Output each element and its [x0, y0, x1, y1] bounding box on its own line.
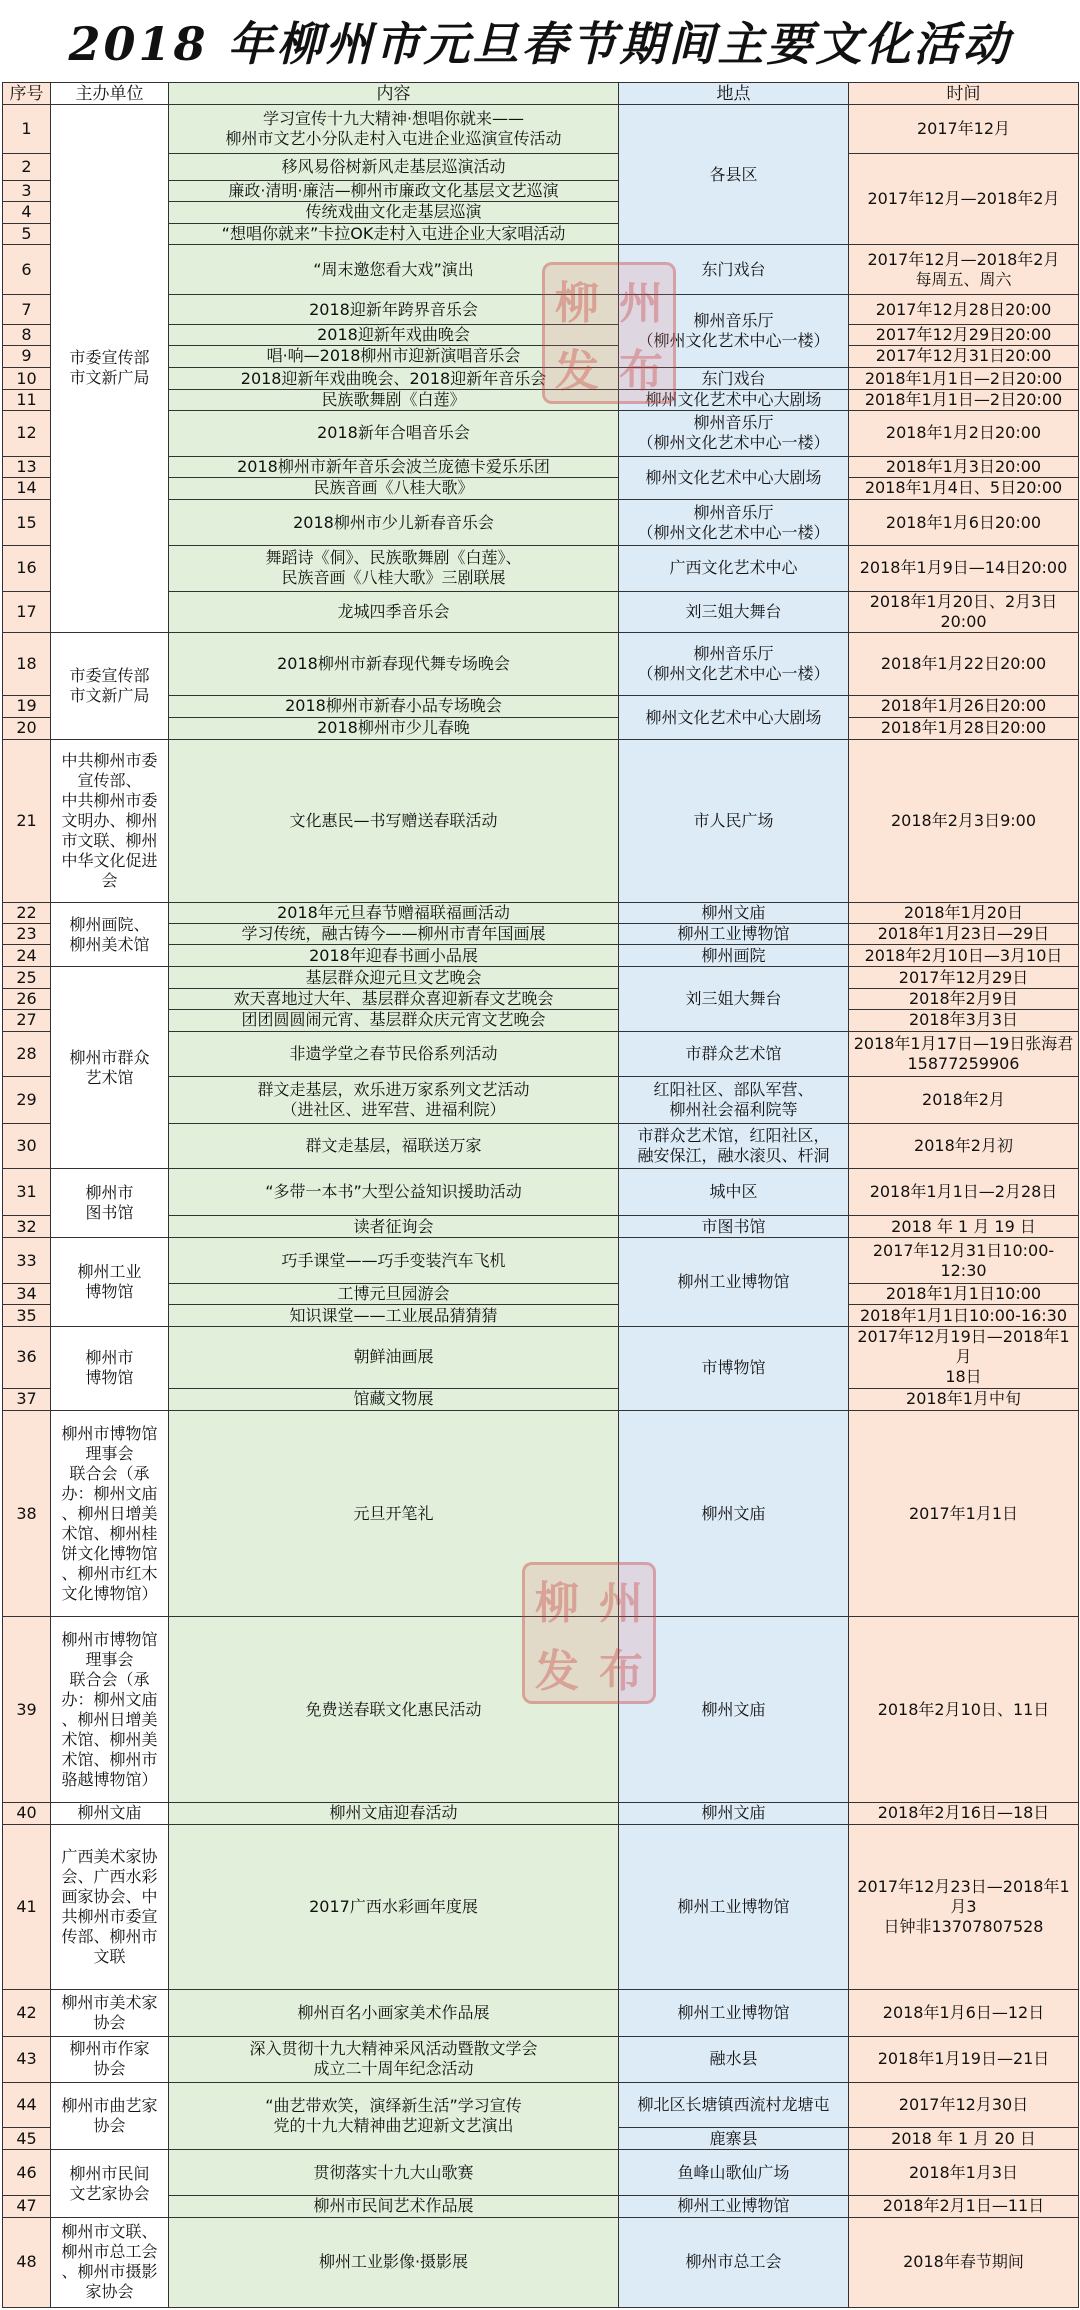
- row-index: 12: [3, 411, 51, 456]
- time-cell: 2018年1月28日20:00: [849, 717, 1079, 739]
- table-row: [3, 1327, 1079, 1388]
- watermark-char: 布: [619, 346, 663, 397]
- watermark-char: 柳: [535, 1578, 579, 1629]
- content-cell: 读者征询会: [169, 1216, 619, 1238]
- venue-cell: 东门戏台: [619, 245, 849, 295]
- content-cell: 非遗学堂之春节民俗系列活动: [169, 1031, 619, 1076]
- table-row: [3, 632, 1079, 695]
- row-index: 26: [3, 988, 51, 1009]
- row-index: 35: [3, 1304, 51, 1326]
- row-index: 9: [3, 345, 51, 367]
- table-row: [3, 2036, 1079, 2082]
- table-row: [3, 902, 1079, 923]
- row-index: 30: [3, 1123, 51, 1168]
- watermark-char: 发: [555, 346, 599, 397]
- content-cell: 2018年迎春书画小品展: [169, 945, 619, 967]
- venue-cell: 东门戏台: [619, 367, 849, 389]
- time-cell: 2018年1月20日、2月3日20:00: [849, 591, 1079, 632]
- content-cell: 2018年元旦春节赠福联福画活动: [169, 902, 619, 923]
- content-cell: 元旦开笔礼: [169, 1410, 619, 1617]
- venue-cell: 柳州音乐厅 （柳州文化艺术中心一楼）: [619, 411, 849, 456]
- row-index: 3: [3, 180, 51, 201]
- row-index: 21: [3, 739, 51, 902]
- organizer-cell: 柳州市群众 艺术馆: [51, 967, 169, 1169]
- header-content: 内容: [169, 83, 619, 105]
- content-cell: “曲艺带欢笑，演绎新生活”学习宣传 党的十九大精神曲艺迎新文艺演出: [169, 2082, 619, 2150]
- time-cell: 2017年12月—2018年2月 每周五、周六: [849, 245, 1079, 295]
- venue-cell: 柳州工业博物馆: [619, 924, 849, 945]
- row-index: 31: [3, 1168, 51, 1215]
- content-cell: 2018柳州市少儿新春音乐会: [169, 499, 619, 545]
- organizer-cell: 柳州市博物馆 理事会 联合会（承 办：柳州文庙 、柳州日增美 术馆、柳州美 术馆、柳州市 骆越博物馆）: [51, 1617, 169, 1802]
- row-index: 16: [3, 546, 51, 591]
- content-cell: 2018迎新年戏曲晚会: [169, 324, 619, 345]
- content-cell: 知识课堂——工业展品猜猜猜: [169, 1304, 619, 1326]
- table-body: [3, 105, 1079, 2308]
- row-index: 45: [3, 2128, 51, 2150]
- time-cell: 2018年1月1日10:00-16:30: [849, 1304, 1079, 1326]
- venue-cell: 柳州文化艺术中心大剧场: [619, 456, 849, 499]
- content-cell: 工博元旦园游会: [169, 1283, 619, 1304]
- time-cell: 2017年12月23日—2018年1月3 日钟非13707807528: [849, 1824, 1079, 1989]
- venue-cell: 柳州文化艺术中心大剧场: [619, 390, 849, 411]
- venue-cell: 柳州文庙: [619, 1410, 849, 1617]
- time-cell: 2018年1月3日: [849, 2150, 1079, 2195]
- venue-cell: 市群众艺术馆，红阳社区， 融安保江，融水滚贝、杆洞: [619, 1123, 849, 1168]
- venue-cell: 柳州文化艺术中心大剧场: [619, 696, 849, 739]
- venue-cell: 柳州文庙: [619, 902, 849, 923]
- time-cell: 2018年2月10日—3月10日: [849, 945, 1079, 967]
- content-cell: 2018柳州市新春小品专场晚会: [169, 696, 619, 717]
- content-cell: 朝鲜油画展: [169, 1327, 619, 1388]
- organizer-cell: 柳州文庙: [51, 1802, 169, 1824]
- table-row: [3, 2150, 1079, 2195]
- organizer-cell: 柳州市 博物馆: [51, 1327, 169, 1411]
- time-cell: 2018年1月6日—12日: [849, 1990, 1079, 2036]
- time-cell: 2018年1月2日20:00: [849, 411, 1079, 456]
- row-index: 22: [3, 902, 51, 923]
- row-index: 13: [3, 456, 51, 477]
- content-cell: 免费送春联文化惠民活动: [169, 1617, 619, 1802]
- time-cell: 2018年2月初: [849, 1123, 1079, 1168]
- organizer-cell: 柳州画院、 柳州美术馆: [51, 902, 169, 966]
- row-index: 40: [3, 1802, 51, 1824]
- content-cell: 柳州工业影像·摄影展: [169, 2217, 619, 2307]
- content-cell: 柳州市民间艺术作品展: [169, 2195, 619, 2217]
- watermark-char: 柳: [555, 278, 599, 329]
- row-index: 33: [3, 1238, 51, 1283]
- table-row: [3, 105, 1079, 154]
- row-index: 24: [3, 945, 51, 967]
- row-index: 1: [3, 105, 51, 154]
- table-row: [3, 1168, 1079, 1215]
- row-index: 48: [3, 2217, 51, 2307]
- row-index: 20: [3, 717, 51, 739]
- venue-cell: 鹿寨县: [619, 2128, 849, 2150]
- time-cell: 2017年12月: [849, 105, 1079, 154]
- content-cell: 唱·响—2018柳州市迎新演唱音乐会: [169, 345, 619, 367]
- venue-cell: 市博物馆: [619, 1327, 849, 1411]
- content-cell: 2018柳州市新春现代舞专场晚会: [169, 632, 619, 695]
- time-cell: 2018年1月9日—14日20:00: [849, 546, 1079, 591]
- content-cell: 文化惠民—书写赠送春联活动: [169, 739, 619, 902]
- row-index: 44: [3, 2082, 51, 2127]
- row-index: 8: [3, 324, 51, 345]
- time-cell: 2018年2月9日: [849, 988, 1079, 1009]
- organizer-cell: 柳州市美术家 协会: [51, 1990, 169, 2036]
- venue-cell: 柳州文庙: [619, 1802, 849, 1824]
- watermark-char: 州: [599, 1578, 643, 1629]
- time-cell: 2018年1月3日20:00: [849, 456, 1079, 477]
- content-cell: 群文走基层，欢乐进万家系列文艺活动 （进社区、进军营、进福利院）: [169, 1077, 619, 1123]
- venue-cell: 柳州工业博物馆: [619, 1238, 849, 1327]
- page-title: 2018 年柳州市元旦春节期间主要文化活动: [68, 17, 1012, 71]
- time-cell: 2017年12月30日: [849, 2082, 1079, 2127]
- content-cell: 贯彻落实十九大山歌赛: [169, 2150, 619, 2195]
- venue-cell: 柳北区长塘镇西流村龙塘屯: [619, 2082, 849, 2127]
- header-index: 序号: [3, 83, 51, 105]
- content-cell: 群文走基层，福联送万家: [169, 1123, 619, 1168]
- row-index: 27: [3, 1009, 51, 1031]
- table-row: [3, 2217, 1079, 2307]
- time-cell: 2018年2月: [849, 1077, 1079, 1123]
- table-row: [3, 739, 1079, 902]
- header-organizer: 主办单位: [51, 83, 169, 105]
- content-cell: 2018柳州市新年音乐会波兰庞德卡爱乐乐团: [169, 456, 619, 477]
- content-cell: 欢天喜地过大年、基层群众喜迎新春文艺晚会: [169, 988, 619, 1009]
- row-index: 36: [3, 1327, 51, 1388]
- content-cell: 龙城四季音乐会: [169, 591, 619, 632]
- content-cell: 巧手课堂——巧手变装汽车飞机: [169, 1238, 619, 1283]
- venue-cell: 柳州工业博物馆: [619, 1990, 849, 2036]
- content-cell: 廉政·清明·廉洁—柳州市廉政文化基层文艺巡演: [169, 180, 619, 201]
- table-row: [3, 1802, 1079, 1824]
- venue-cell: 柳州文庙: [619, 1617, 849, 1802]
- time-cell: 2017年12月28日20:00: [849, 295, 1079, 324]
- time-cell: 2018年1月26日20:00: [849, 696, 1079, 717]
- watermark-char: 州: [619, 278, 663, 329]
- organizer-cell: 柳州市文联、 柳州市总工会 、柳州市摄影 家协会: [51, 2217, 169, 2307]
- time-cell: 2018年2月3日9:00: [849, 739, 1079, 902]
- venue-cell: 柳州市总工会: [619, 2217, 849, 2307]
- venue-cell: 柳州音乐厅 （柳州文化艺术中心一楼）: [619, 632, 849, 695]
- row-index: 42: [3, 1990, 51, 2036]
- table-row: [3, 1824, 1079, 1989]
- time-cell: 2018年2月10日、11日: [849, 1617, 1079, 1802]
- time-cell: 2017年12月31日20:00: [849, 345, 1079, 367]
- header-time: 时间: [849, 83, 1079, 105]
- row-index: 15: [3, 499, 51, 545]
- organizer-cell: 柳州市曲艺家 协会: [51, 2082, 169, 2150]
- content-cell: 2018迎新年戏曲晚会、2018迎新年音乐会: [169, 367, 619, 389]
- row-index: 47: [3, 2195, 51, 2217]
- time-cell: 2017年12月31日10:00-12:30: [849, 1238, 1079, 1283]
- time-cell: 2018年1月23日—29日: [849, 924, 1079, 945]
- time-cell: 2018 年 1 月 20 日: [849, 2128, 1079, 2150]
- time-cell: 2018年1月中旬: [849, 1388, 1079, 1410]
- organizer-cell: 市委宣传部 市文新广局: [51, 632, 169, 739]
- venue-cell: 市群众艺术馆: [619, 1031, 849, 1076]
- activity-table: [2, 82, 1079, 2308]
- table-row: [3, 1617, 1079, 1802]
- time-cell: 2017年12月29日20:00: [849, 324, 1079, 345]
- organizer-cell: 市委宣传部 市文新广局: [51, 105, 169, 633]
- header-row: [3, 83, 1079, 105]
- table-row: [3, 1238, 1079, 1283]
- time-cell: 2018年1月1日—2日20:00: [849, 390, 1079, 411]
- content-cell: 民族音画《八桂大歌》: [169, 477, 619, 499]
- row-index: 18: [3, 632, 51, 695]
- venue-cell: 城中区: [619, 1168, 849, 1215]
- row-index: 23: [3, 924, 51, 945]
- time-cell: 2018年3月3日: [849, 1009, 1079, 1031]
- organizer-cell: 柳州工业 博物馆: [51, 1238, 169, 1327]
- content-cell: 深入贯彻十九大精神采风活动暨散文学会 成立二十周年纪念活动: [169, 2036, 619, 2082]
- content-cell: 学习宣传十九大精神·想唱你就来—— 柳州市文艺小分队走村入屯进企业巡演宣传活动: [169, 105, 619, 154]
- row-index: 28: [3, 1031, 51, 1076]
- venue-cell: 广西文化艺术中心: [619, 546, 849, 591]
- organizer-cell: 柳州市博物馆 理事会 联合会（承 办：柳州文庙 、柳州日增美 术馆、柳州桂 饼文化博物馆 、柳州市红木 文化博物馆）: [51, 1410, 169, 1617]
- watermark-char: 发: [535, 1646, 579, 1697]
- content-cell: 团团圆圆闹元宵、基层群众庆元宵文艺晚会: [169, 1009, 619, 1031]
- row-index: 43: [3, 2036, 51, 2082]
- venue-cell: 市图书馆: [619, 1216, 849, 1238]
- time-cell: 2018年1月22日20:00: [849, 632, 1079, 695]
- organizer-cell: 柳州市民间 文艺家协会: [51, 2150, 169, 2218]
- time-cell: 2017年12月—2018年2月: [849, 154, 1079, 245]
- time-cell: 2018年2月1日—11日: [849, 2195, 1079, 2217]
- organizer-cell: 柳州市 图书馆: [51, 1168, 169, 1238]
- content-cell: 学习传统，融古铸今——柳州市青年国画展: [169, 924, 619, 945]
- venue-cell: 柳州工业博物馆: [619, 1824, 849, 1989]
- venue-cell: 各县区: [619, 105, 849, 245]
- venue-cell: 刘三姐大舞台: [619, 591, 849, 632]
- row-index: 25: [3, 967, 51, 988]
- table-row: [3, 967, 1079, 988]
- row-index: 39: [3, 1617, 51, 1802]
- venue-cell: 刘三姐大舞台: [619, 967, 849, 1031]
- content-cell: 柳州文庙迎春活动: [169, 1802, 619, 1824]
- content-cell: “多带一本书”大型公益知识援助活动: [169, 1168, 619, 1215]
- venue-cell: 柳州画院: [619, 945, 849, 967]
- header-venue: 地点: [619, 83, 849, 105]
- content-cell: 2018新年合唱音乐会: [169, 411, 619, 456]
- time-cell: 2018年1月1日10:00: [849, 1283, 1079, 1304]
- table-row: [3, 1410, 1079, 1617]
- row-index: 4: [3, 201, 51, 223]
- watermark-char: 布: [599, 1646, 643, 1697]
- content-cell: “想唱你就来”卡拉OK走村入屯进企业大家唱活动: [169, 223, 619, 244]
- venue-cell: 柳州音乐厅 （柳州文化艺术中心一楼）: [619, 295, 849, 368]
- row-index: 46: [3, 2150, 51, 2195]
- organizer-cell: 柳州市作家 协会: [51, 2036, 169, 2082]
- time-cell: 2017年1月1日: [849, 1410, 1079, 1617]
- time-cell: 2018年1月6日20:00: [849, 499, 1079, 545]
- organizer-cell: 中共柳州市委 宣传部、 中共柳州市委 文明办、柳州 市文联、柳州 中华文化促进 会: [51, 739, 169, 902]
- time-cell: 2018年1月4日、5日20:00: [849, 477, 1079, 499]
- content-cell: 民族歌舞剧《白莲》: [169, 390, 619, 411]
- venue-cell: 红阳社区、部队军营、 柳州社会福利院等: [619, 1077, 849, 1123]
- row-index: 37: [3, 1388, 51, 1410]
- time-cell: 2017年12月29日: [849, 967, 1079, 988]
- content-cell: 馆藏文物展: [169, 1388, 619, 1410]
- content-cell: 2018迎新年跨界音乐会: [169, 295, 619, 324]
- content-cell: 移风易俗树新风走基层巡演活动: [169, 154, 619, 180]
- venue-cell: 鱼峰山歌仙广场: [619, 2150, 849, 2195]
- table-row: [3, 1990, 1079, 2036]
- content-cell: 传统戏曲文化走基层巡演: [169, 201, 619, 223]
- time-cell: 2018 年 1 月 19 日: [849, 1216, 1079, 1238]
- content-cell: “周末邀您看大戏”演出: [169, 245, 619, 295]
- content-cell: 柳州百名小画家美术作品展: [169, 1990, 619, 2036]
- venue-cell: 融水县: [619, 2036, 849, 2082]
- row-index: 17: [3, 591, 51, 632]
- time-cell: 2018年1月19日—21日: [849, 2036, 1079, 2082]
- content-cell: 基层群众迎元旦文艺晚会: [169, 967, 619, 988]
- content-cell: 2017广西水彩画年度展: [169, 1824, 619, 1989]
- venue-cell: 柳州音乐厅 （柳州文化艺术中心一楼）: [619, 499, 849, 545]
- row-index: 11: [3, 390, 51, 411]
- venue-cell: 柳州工业博物馆: [619, 2195, 849, 2217]
- row-index: 14: [3, 477, 51, 499]
- content-cell: 舞蹈诗《侗》、民族歌舞剧《白莲》、 民族音画《八桂大歌》三剧联展: [169, 546, 619, 591]
- row-index: 32: [3, 1216, 51, 1238]
- row-index: 2: [3, 154, 51, 180]
- venue-cell: 市人民广场: [619, 739, 849, 902]
- content-cell: 2018柳州市少儿春晚: [169, 717, 619, 739]
- row-index: 19: [3, 696, 51, 717]
- row-index: 41: [3, 1824, 51, 1989]
- time-cell: 2018年2月16日—18日: [849, 1802, 1079, 1824]
- row-index: 10: [3, 367, 51, 389]
- time-cell: 2018年1月20日: [849, 902, 1079, 923]
- time-cell: 2018年1月1日—2日20:00: [849, 367, 1079, 389]
- time-cell: 2018年春节期间: [849, 2217, 1079, 2307]
- organizer-cell: 广西美术家协 会、广西水彩 画家协会、中 共柳州市委宣 传部、柳州市 文联: [51, 1824, 169, 1989]
- row-index: 38: [3, 1410, 51, 1617]
- time-cell: 2018年1月17日—19日张海君 15877259906: [849, 1031, 1079, 1076]
- row-index: 34: [3, 1283, 51, 1304]
- time-cell: 2017年12月19日—2018年1月 18日: [849, 1327, 1079, 1388]
- row-index: 5: [3, 223, 51, 244]
- time-cell: 2018年1月1日—2月28日: [849, 1168, 1079, 1215]
- row-index: 29: [3, 1077, 51, 1123]
- table-row: [3, 2082, 1079, 2127]
- row-index: 6: [3, 245, 51, 295]
- row-index: 7: [3, 295, 51, 324]
